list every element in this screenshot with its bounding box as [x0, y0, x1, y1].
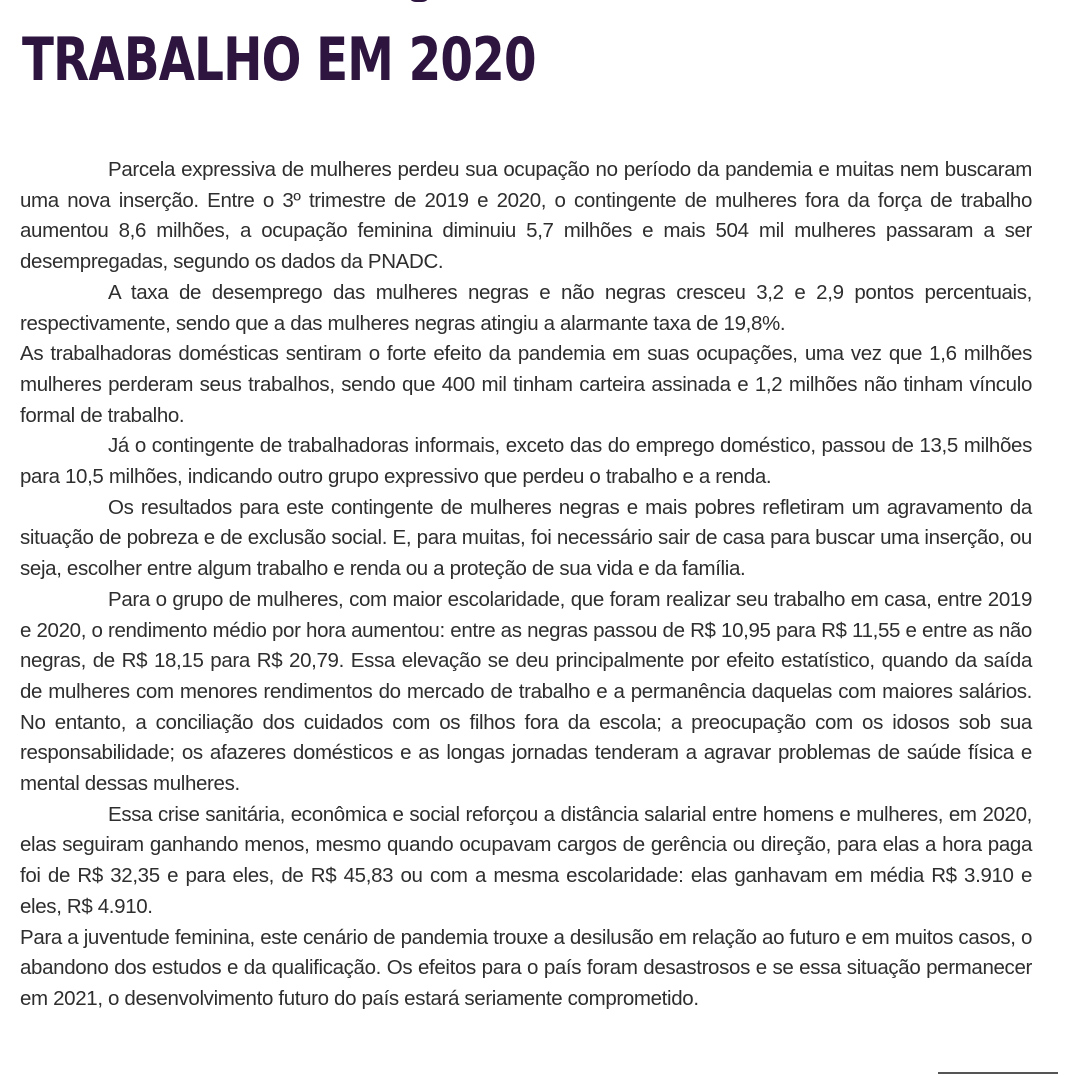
page-divider	[938, 1072, 1058, 1074]
article-body	[20, 155, 1032, 1015]
paragraph-5: Os resultados para este contingente de mulheres negras e mais pobres refletiram um agravamento da situação de pobreza e de exclusão social. E, para muitas, foi necessário sair de casa para buscar uma inserção, ou seja, escolher entre algum trabalho e renda ou a proteção de sua vida e da família.	[20, 495, 1032, 581]
cropped-heading-fragment	[408, 0, 430, 2]
paragraph-1: Parcela expressiva de mulheres perdeu sua ocupação no período da pandemia e muitas nem buscaram uma nova inserção. Entre o 3º trimestre de 2019 e 2020, o contingente de mulheres fora da força de trabalho aumentou 8,6 milhões, a ocupação feminina diminuiu 5,7 milhões e mais 504 mil mulheres passaram a ser desempregadas, segundo os dados da PNADC.	[20, 158, 1032, 274]
paragraph-2: A taxa de desemprego das mulheres negras e não negras cresceu 3,2 e 2,9 pontos percentuais, respectivamente, sendo que a das mulheres negras atingiu a alarmante taxa de 19,8%.	[20, 280, 1032, 335]
paragraph-3: As trabalhadoras domésticas sentiram o forte efeito da pandemia em suas ocupações, uma vez que 1,6 milhões mulheres perderam seus trabalhos, sendo que 400 mil tinham carteira assinada e 1,2 milhões não tinham vínculo formal de trabalho.	[20, 342, 1032, 427]
paragraph-4: Já o contingente de trabalhadoras informais, exceto das do emprego doméstico, passou de 13,5 milhões para 10,5 milhões, indicando outro grupo expressivo que perdeu o trabalho e a renda.	[20, 434, 1032, 489]
paragraph-6: Para o grupo de mulheres, com maior escolaridade, que foram realizar seu trabalho em casa, entre 2019 e 2020, o rendimento médio por hora aumentou: entre as negras passou de R$ 10,95 para R$ 11,55 e entre as não negras, de R$ 18,15 para R$ 20,79. Essa elevação se deu principalmente por efeito estatístico, quando da saída de mulheres com menores rendimentos do mercado de trabalho e a permanência daquelas com maiores salários. No entanto, a conciliação dos cuidados com os filhos fora da escola; a preocupação com os idosos sob sua responsabilidade; os afazeres domésticos e as longas jornadas tenderam a agravar problemas de saúde física e mental dessas mulheres.	[20, 587, 1032, 796]
paragraph-7: Essa crise sanitária, econômica e social reforçou a distância salarial entre homens e mulheres, em 2020, elas seguiram ganhando menos, mesmo quando ocupavam cargos de gerência ou direção, para elas a hora paga foi de R$ 32,35 e para eles, de R$ 45,83 ou com a mesma escolaridade: elas ganhavam em média R$ 3.910 e eles, R$ 4.910.	[20, 802, 1032, 918]
page-title: TRABALHO EM 2020	[22, 25, 536, 95]
paragraph-8: Para a juventude feminina, este cenário de pandemia trouxe a desilusão em relação ao futuro e em muitos casos, o abandono dos estudos e da qualificação. Os efeitos para o país foram desastrosos e se essa situação permanecer em 2021, o desenvolvimento futuro do país estará seriamente comprometido.	[20, 925, 1032, 1010]
